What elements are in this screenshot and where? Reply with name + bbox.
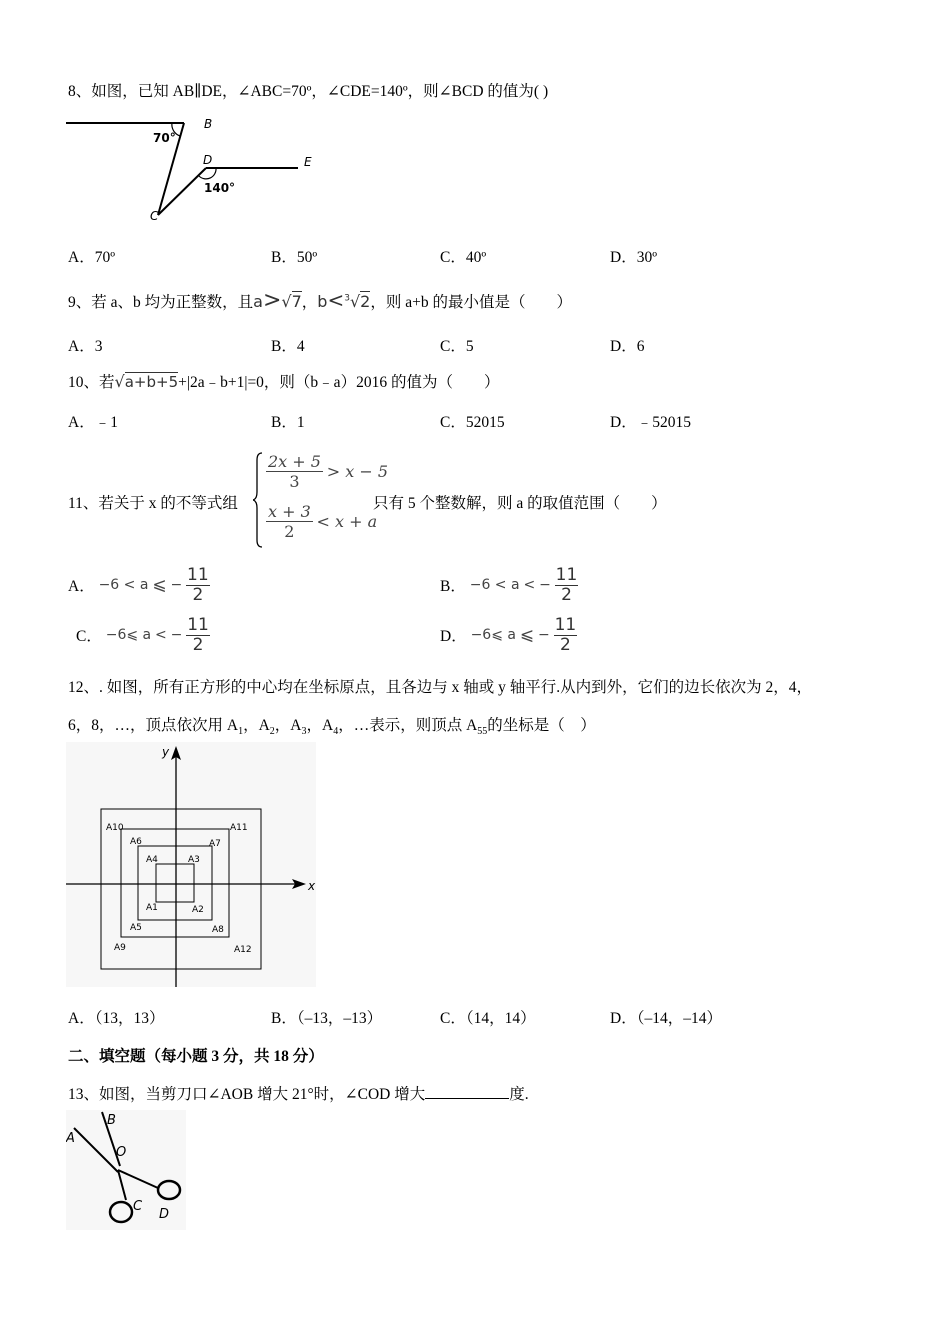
q12-figure [66,742,316,987]
label-d: D [203,153,213,167]
q12-line2: 6，8，…，顶点依次用 $A_1$，$A_2$，$A_3$，$A_4$，…表示，则顶点 $A_{55}$的坐标是（ ） [68,717,596,738]
frac-den: 2 [192,634,204,655]
q11-ineq2-den: 2 [284,522,295,542]
label-o: O [116,1145,127,1160]
q9-cond2 [317,288,371,312]
q9-cond2-op: < [327,288,345,312]
q11-option-a-label: A． [68,578,95,596]
q8-option-b[interactable]: B．50º [271,249,318,266]
q12-option-b[interactable]: B．（–13，–13） [271,1010,383,1027]
q13-suffix: 度. [509,1086,529,1103]
q9-suffix: ，则 a+b 的最小值是（ ） [370,294,572,311]
q11-option-b-left: −6 < a [469,577,520,594]
q11-ineq1-frac [266,452,323,491]
q12-option-a[interactable]: A．（13，13） [68,1010,165,1027]
q11-option-c-label: C． [76,628,102,646]
q9-prefix: 9、若 a、b 均为正整数，且 [68,294,254,311]
label-a2: A2 [192,905,204,915]
q9-text [68,288,572,313]
q10-suffix: +|2a﹣b+1|=0，则（b﹣a）2016 的值为（ ） [178,374,500,391]
q13-answer-blank[interactable] [425,1084,509,1099]
q9-cond2-index: 3 [344,293,350,304]
q11-option-c-neg: − [170,627,183,644]
q10-radicand: a+b+5 [124,373,179,391]
q9-cond1-op: > [262,288,282,313]
label-a10: A10 [106,823,124,833]
q11-option-d-neg: − [537,627,550,644]
q8-option-d[interactable]: D．30º [610,249,657,266]
label-a9: A9 [114,943,126,953]
label-a4: A4 [146,855,158,865]
q10-prefix: 10、若 [68,374,115,391]
q11-option-d-frac [554,616,578,654]
q11-option-a-neg: − [170,577,183,594]
frac-den: 2 [192,584,204,605]
q11-option-c-left: −6⩽ a [105,627,152,644]
q11-prefix: 11、若关于 x 的不等式组 [68,495,238,512]
q11-option-b[interactable] [440,566,578,604]
frac-num: 11 [555,565,578,585]
q9-option-d[interactable]: D．6 [610,338,645,355]
q9-option-c[interactable]: C．5 [440,338,474,355]
label-a: A [66,1131,75,1146]
q11-option-b-op: < [523,577,536,594]
q9-cond2-radicand: 2 [360,292,371,311]
frac-den: 2 [560,634,571,655]
q11-suffix: 只有 5 个整数解，则 a 的取值范围（ ） [373,495,667,512]
q13-text [68,1082,529,1104]
sub-3: 3 [301,726,307,738]
label-b: B [204,117,213,131]
q10-option-d[interactable]: D．﹣52015 [610,414,691,431]
q11-ineq1-num: 2x + 5 [268,452,321,471]
q12-option-c[interactable]: C．（14，14） [440,1010,536,1027]
sqrt-icon: √ [281,292,292,311]
sqrt-icon: √ [114,372,125,391]
q9-cond1-var: a [253,292,263,311]
label-e: E [304,155,312,169]
q8-option-c[interactable]: C．40º [440,249,487,266]
label-a3: A3 [188,855,200,865]
q11-option-b-label: B． [440,578,466,596]
q10-option-b[interactable]: B．1 [271,414,305,431]
q11-ineq2-rhs: < x + a [316,512,378,532]
q12-line2-rest: 表示，则顶点 A [369,717,478,734]
label-b: B [107,1113,116,1128]
frac-num: 11 [187,615,209,635]
frac-den: 2 [561,584,572,605]
q11-ineq2 [266,502,377,541]
q12-line1: 12、. 如图，所有正方形的中心均在坐标原点，且各边与 x 轴或 y 轴平行.从内到外，它们的边长依次为 2，4， [68,679,813,696]
q10-option-c[interactable]: C．52015 [440,414,505,431]
q11-option-b-frac [555,566,579,604]
q11-ineq1 [266,452,388,491]
label-a7: A7 [209,839,221,849]
q9-option-a[interactable]: A．3 [68,338,103,355]
q10-text [68,370,499,392]
sub-2: 2 [269,726,275,738]
q11-option-b-neg: − [539,577,551,594]
q11-option-a-left: −6 < a [98,577,149,594]
q9-sep: ， [301,294,318,311]
frac-num: 11 [554,615,577,635]
axis-x-label: x [308,879,316,893]
sub-4: 4 [333,726,339,738]
q11-option-a[interactable] [68,566,210,604]
q11-option-a-op: ⩽ [152,575,167,596]
q11-ineq1-rhs: > x − 5 [326,462,388,482]
q10-option-a[interactable]: A．﹣1 [68,414,118,431]
q11-option-c-frac [186,616,210,654]
q11-ineq1-den: 3 [289,472,300,492]
q9-cond1-radicand: 7 [291,292,302,311]
q9-option-b[interactable]: B．4 [271,338,305,355]
label-c: C [150,209,159,222]
sub-1: 1 [238,726,244,738]
left-brace-icon [253,452,263,548]
q12-line2-prefix: 6，8，…，顶点依次用 A [68,717,239,734]
label-140: 140° [204,181,236,195]
q9-cond1 [253,288,302,313]
label-a12: A12 [234,945,252,955]
q11-option-d-left: −6⩽ a [470,627,516,644]
q11-option-d-op: ⩽ [519,625,535,646]
q8-option-a[interactable]: A．70º [68,249,115,266]
label-70: 70° [153,131,176,145]
label-c: C [133,1199,143,1214]
label-d: D [159,1207,170,1222]
section-2-heading: 二、填空题（每小题 3 分，共 18 分） [68,1048,324,1065]
sub-55: 55 [477,726,488,738]
label-a6: A6 [130,837,142,847]
q11-option-d[interactable] [440,616,577,654]
label-a1: A1 [146,903,158,913]
q13-scissors-figure [66,1110,186,1230]
q8-text: 8、如图，已知 AB∥DE，∠ABC=70º，∠CDE=140º，则∠BCD 的值为( ) [68,83,549,100]
frac-num: 11 [187,565,209,585]
label-a5: A5 [130,923,142,933]
q13-prefix: 13、如图，当剪刀口∠AOB 增大 21°时，∠COD 增大 [68,1086,426,1103]
q12-option-d[interactable]: D．（–14，–14） [610,1010,722,1027]
axis-y-label: y [162,745,170,759]
q12-line2-end: 的坐标是（ ） [487,717,596,734]
q11-option-c-op: < [155,627,167,644]
cbrt-icon: √ [349,292,361,311]
q11-ineq2-num: x + 3 [268,502,311,521]
label-a11: A11 [230,823,248,833]
q8-figure [66,110,316,222]
q9-cond2-var: b [317,292,328,311]
q11-option-d-label: D． [440,628,467,646]
q11-ineq2-frac [266,502,313,541]
q11-option-a-frac [186,566,210,604]
q11-option-c[interactable] [76,616,210,654]
label-a8: A8 [212,925,224,935]
